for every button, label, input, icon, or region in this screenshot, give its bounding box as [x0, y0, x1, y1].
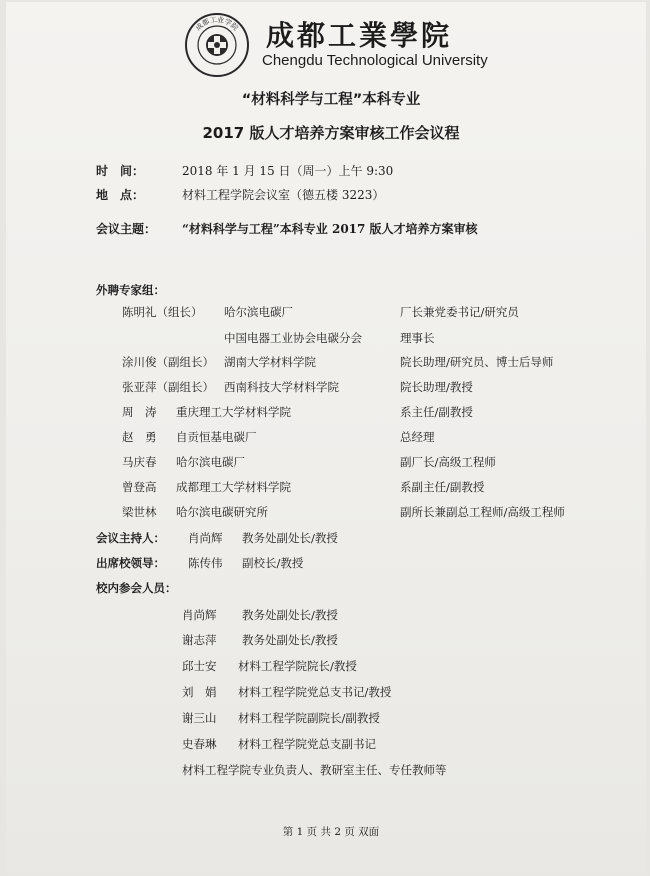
- experts-label: 外聘专家组：: [96, 283, 165, 297]
- attendee-name: 邱士安: [182, 659, 217, 673]
- document-page: [6, 2, 646, 874]
- attendee-name: 谢志萍: [182, 633, 217, 647]
- attendee-title: 教务处副处长/教授: [242, 608, 338, 622]
- attendee-title: 材料工程学院党总支副书记: [238, 737, 376, 751]
- expert-org: 西南科技大学材料学院: [224, 380, 339, 394]
- expert-name: 涂川俊（副组长）: [122, 355, 214, 369]
- host-name: 肖尚辉: [188, 531, 223, 545]
- expert-name: 张亚萍（副组长）: [122, 380, 214, 394]
- university-name-en: Chengdu Technological University: [262, 52, 488, 69]
- expert-title: 院长助理/教授: [400, 380, 473, 394]
- attendee-name: 刘 娟: [182, 685, 217, 699]
- expert-name: 马庆春: [122, 455, 157, 469]
- university-name-cn: 成都工業學院: [266, 19, 453, 52]
- expert-title: 副厂长/高级工程师: [400, 455, 496, 469]
- host-title: 教务处副处长/教授: [242, 531, 338, 545]
- expert-title: 系副主任/副教授: [400, 480, 485, 494]
- attendee-title: 材料工程学院党总支书记/教授: [238, 685, 392, 699]
- attendee-name: 肖尚辉: [182, 608, 217, 622]
- expert-title: 厂长兼党委书记/研究员: [400, 305, 519, 319]
- seal-text: 成都工业学院: [194, 15, 240, 33]
- page-footer: 第 1 页 共 2 页 双面: [282, 826, 380, 838]
- expert-name: 曾登高: [122, 480, 157, 494]
- leader-name: 陈传伟: [188, 556, 223, 570]
- expert-name: 梁世林: [122, 505, 157, 519]
- place-label: 地 点：: [96, 188, 145, 202]
- expert-org: 中国电器工业协会电碳分会: [224, 331, 362, 345]
- topic-label: 会议主题：: [96, 222, 157, 236]
- expert-name: 陈明礼（组长）: [122, 305, 203, 319]
- svg-text:成都工业学院: [194, 15, 241, 32]
- time-value: 2018 年 1 月 15 日（周一）上午 9:30: [182, 164, 394, 178]
- expert-org: 哈尔滨电碳研究所: [176, 505, 268, 519]
- attendee-title: 教务处副处长/教授: [242, 633, 338, 647]
- leader-label: 出席校领导：: [96, 556, 165, 570]
- university-seal-icon: [184, 12, 250, 78]
- expert-org: 哈尔滨电碳厂: [224, 305, 293, 319]
- expert-title: 院长助理/研究员、博士后导师: [400, 355, 554, 369]
- expert-org: 重庆理工大学材料学院: [176, 405, 291, 419]
- attendee-others: 材料工程学院专业负责人、教研室主任、专任教师等: [182, 763, 447, 777]
- topic-value: “材料科学与工程”本科专业 2017 版人才培养方案审核: [182, 222, 478, 236]
- expert-org: 成都理工大学材料学院: [176, 480, 291, 494]
- expert-org: 哈尔滨电碳厂: [176, 455, 245, 469]
- host-label: 会议主持人：: [96, 531, 165, 545]
- expert-org: 自贡恒基电碳厂: [176, 430, 257, 444]
- leader-title: 副校长/教授: [242, 556, 304, 570]
- expert-name: 周 涛: [122, 405, 157, 419]
- time-label: 时 间：: [96, 164, 145, 178]
- expert-title: 总经理: [400, 430, 435, 444]
- expert-org: 湖南大学材料学院: [224, 355, 316, 369]
- expert-title: 副所长兼副总工程师/高级工程师: [400, 505, 565, 519]
- attendee-name: 谢三山: [182, 711, 217, 725]
- page-title: “材料科学与工程”本科专业: [241, 92, 421, 108]
- internal-label: 校内参会人员：: [96, 581, 177, 595]
- attendee-title: 材料工程学院院长/教授: [238, 659, 357, 673]
- expert-name: 赵 勇: [122, 430, 157, 444]
- expert-title: 理事长: [400, 331, 435, 345]
- place-value: 材料工程学院会议室（德五楼 3223）: [182, 188, 385, 202]
- attendee-name: 史春琳: [182, 737, 217, 751]
- page-subtitle: 2017 版人才培养方案审核工作会议程: [202, 124, 460, 142]
- expert-title: 系主任/副教授: [400, 405, 473, 419]
- attendee-title: 材料工程学院副院长/副教授: [238, 711, 380, 725]
